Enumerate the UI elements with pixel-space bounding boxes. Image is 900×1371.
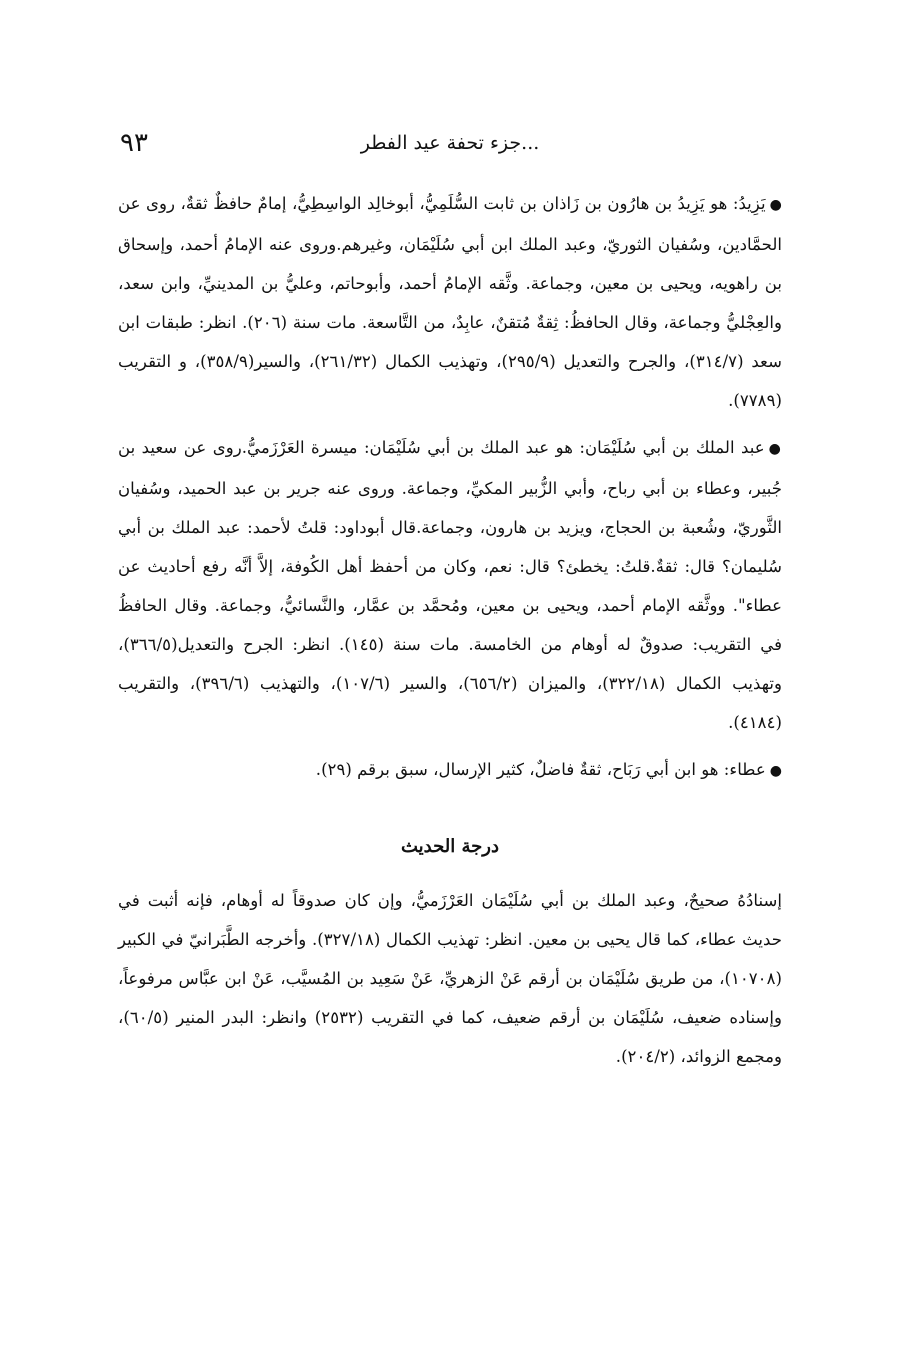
bullet-icon: ●	[769, 197, 783, 213]
page-header	[118, 128, 782, 164]
entry-text: عبد الملك بن أبي سُلَيْمَان: هو عبد الملك بن أبي سُلَيْمَان: ميسرة العَرْزَميُّ.روى عن سعيد بن جُبير، وعطاء بن أبي رباح، وأبي الزُّبير المكيِّ، وجماعة. وروى عنه جرير بن عبد الحميد، وسُفيان الثَّوريّ، وشُعبة بن الحجاج، ويزيد بن هارون، وجماعة.قال أبوداود: قلتُ لأحمد: عبد الملك بن أبي سُليمان؟ قال: ثقةٌ.قلتُ: يخطئ؟ قال: نعم، وكان من أحفظ أهل الكُوفة، إلاَّ أنَّه رفع أحاديث عن عطاء". ووثَّقه الإمام أحمد، ويحيى بن معين، ومُحمَّد بن عمَّار، والنَّسائيُّ، وجماعة. وقال الحافظُ في التقريب: صدوقٌ له أوهام من الخامسة. مات سنة (١٤٥). انظر: الجرح والتعديل(٣٦٦/٥)، وتهذيب الكمال (٣٢٢/١٨)، والميزان (٦٥٦/٢)، والسير (١٠٧/٦)، والتهذيب (٣٩٦/٦)، والتقريب (٤١٨٤).	[118, 438, 782, 732]
page-body	[118, 184, 782, 1076]
entry-text: يَزِيدُ: هو يَزِيدُ بن هارُون بن زَاذان بن ثابت السُّلَمِيُّ، أبوخالِد الواسِطِيُّ، إمامٌ حافظٌ ثقةٌ، روى عن الحمَّادين، وسُفيان الثوريّ، وعبد الملك ابن أبي سُلَيْمَان، وغيرهم.وروى عنه الإمامُ أحمد، وإسحاق بن راهويه، ويحيى بن معين، وجماعة. وثَّقه الإمامُ أحمد، وأبوحاتم، وعليُّ بن المدينيِّ، وابن سعد، والعِجْليُّ وجماعة، وقال الحافظُ: ثِقةٌ مُتقنٌ، عابِدٌ، من التَّاسعة. مات سنة (٢٠٦). انظر: طبقات ابن سعد (٣١٤/٧)، والجرح والتعديل (٢٩٥/٩)، وتهذيب الكمال (٢٦١/٣٢)، والسير(٣٥٨/٩)، و التقريب (٧٧٨٩).	[118, 194, 782, 410]
narrator-entry-yazid	[118, 184, 782, 420]
bullet-icon: ●	[768, 441, 782, 457]
running-title: جزء تحفة عيد الفطر...	[360, 132, 540, 154]
entry-text: عطاء: هو ابن أبي رَبَاح، ثقةٌ فاضلٌ، كثير الإرسال، سبق برقم (٢٩).	[315, 760, 766, 779]
narrator-entry-ata	[118, 750, 782, 791]
narrator-entry-abdulmalik	[118, 428, 782, 742]
page-number: ٩٣	[120, 128, 148, 158]
hadith-grade-paragraph: إسنادُهُ صحيحٌ، وعبد الملك بن أبي سُلَيْمَان العَرْزَميُّ، وإن كان صدوقاً له أوهام، فإنه أثبت في حديث عطاء، كما قال يحيى بن معين. انظر: تهذيب الكمال (٣٢٧/١٨). وأخرجه الطَّبَرانيّ في الكبير (١٠٧٠٨)، من طريق سُلَيْمَان بن أرقم عَنْ الزهريِّ، عَنْ سَعِيد بن المُسيَّب، عَنْ ابن عبَّاس مرفوعاً، وإسناده ضعيف، سُلَيْمَان بن أرقم ضعيف، كما في التقريب (٢٥٣٢) وانظر: البدر المنير (٦٠/٥)، ومجمع الزوائد، (٢٠٤/٢).	[118, 891, 782, 1066]
section-heading: درجة الحديث	[401, 836, 499, 857]
bullet-icon: ●	[769, 763, 782, 779]
